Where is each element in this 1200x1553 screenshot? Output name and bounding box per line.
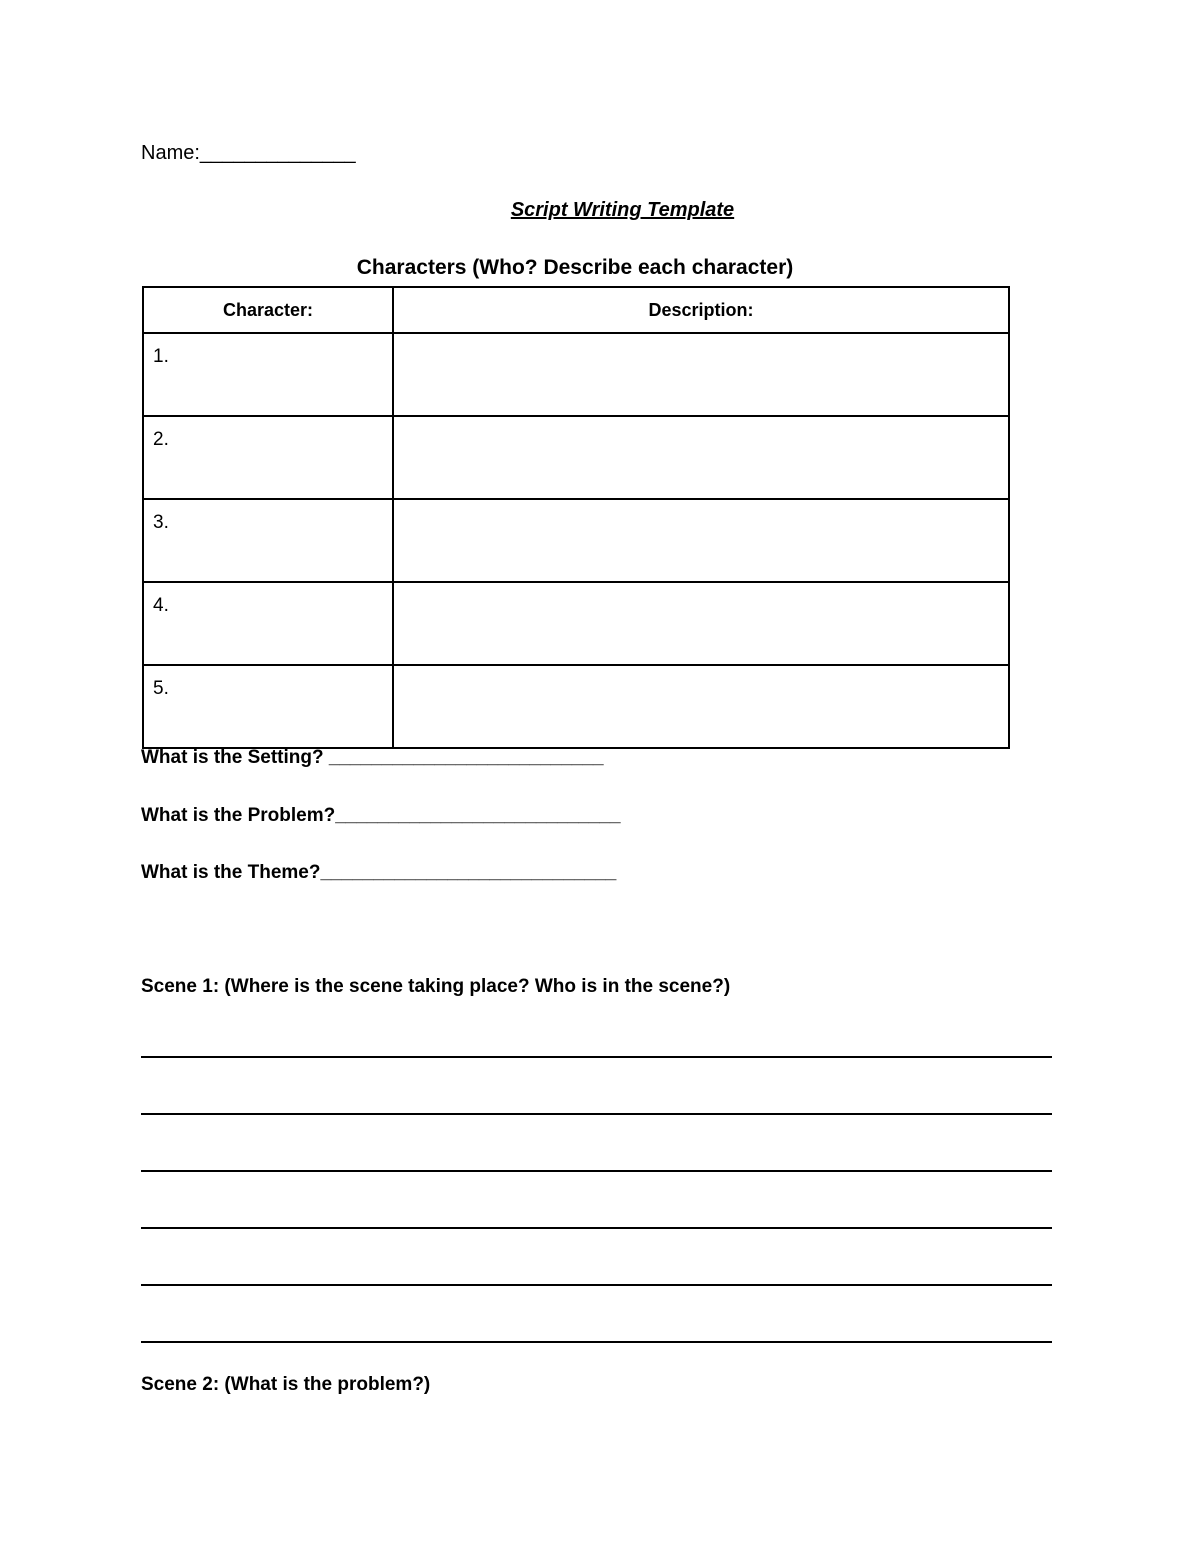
characters-table [142, 286, 1010, 749]
description-cell[interactable] [393, 582, 1009, 665]
scene1-writing-line[interactable] [141, 1227, 1052, 1229]
problem-question[interactable]: What is the Problem?___________________________ [141, 805, 621, 826]
setting-question[interactable]: What is the Setting? __________________________ [141, 747, 604, 768]
character-cell[interactable]: 1. [143, 333, 393, 416]
description-cell[interactable] [393, 416, 1009, 499]
character-cell[interactable]: 3. [143, 499, 393, 582]
scene1-writing-line[interactable] [141, 1113, 1052, 1115]
scene2-heading: Scene 2: (What is the problem?) [141, 1374, 431, 1395]
table-row [143, 333, 1009, 416]
table-row [143, 665, 1009, 748]
theme-question[interactable]: What is the Theme?____________________________ [141, 862, 617, 883]
scene1-heading: Scene 1: (Where is the scene taking place? Who is in the scene?) [141, 976, 731, 997]
scene1-writing-line[interactable] [141, 1170, 1052, 1172]
description-column-header: Description: [393, 287, 1009, 333]
character-column-header: Character: [143, 287, 393, 333]
scene1-writing-line[interactable] [141, 1056, 1052, 1058]
scene1-writing-line[interactable] [141, 1341, 1052, 1343]
description-cell[interactable] [393, 665, 1009, 748]
table-row [143, 582, 1009, 665]
character-cell[interactable]: 5. [143, 665, 393, 748]
character-cell[interactable]: 4. [143, 582, 393, 665]
table-row [143, 499, 1009, 582]
scene1-writing-line[interactable] [141, 1284, 1052, 1286]
table-header-row [143, 287, 1009, 333]
page-title: Script Writing Template [510, 199, 735, 221]
character-cell[interactable]: 2. [143, 416, 393, 499]
description-cell[interactable] [393, 499, 1009, 582]
table-row [143, 416, 1009, 499]
name-field[interactable]: Name:______________ [141, 142, 356, 164]
description-cell[interactable] [393, 333, 1009, 416]
characters-caption: Characters (Who? Describe each character) [356, 256, 794, 279]
